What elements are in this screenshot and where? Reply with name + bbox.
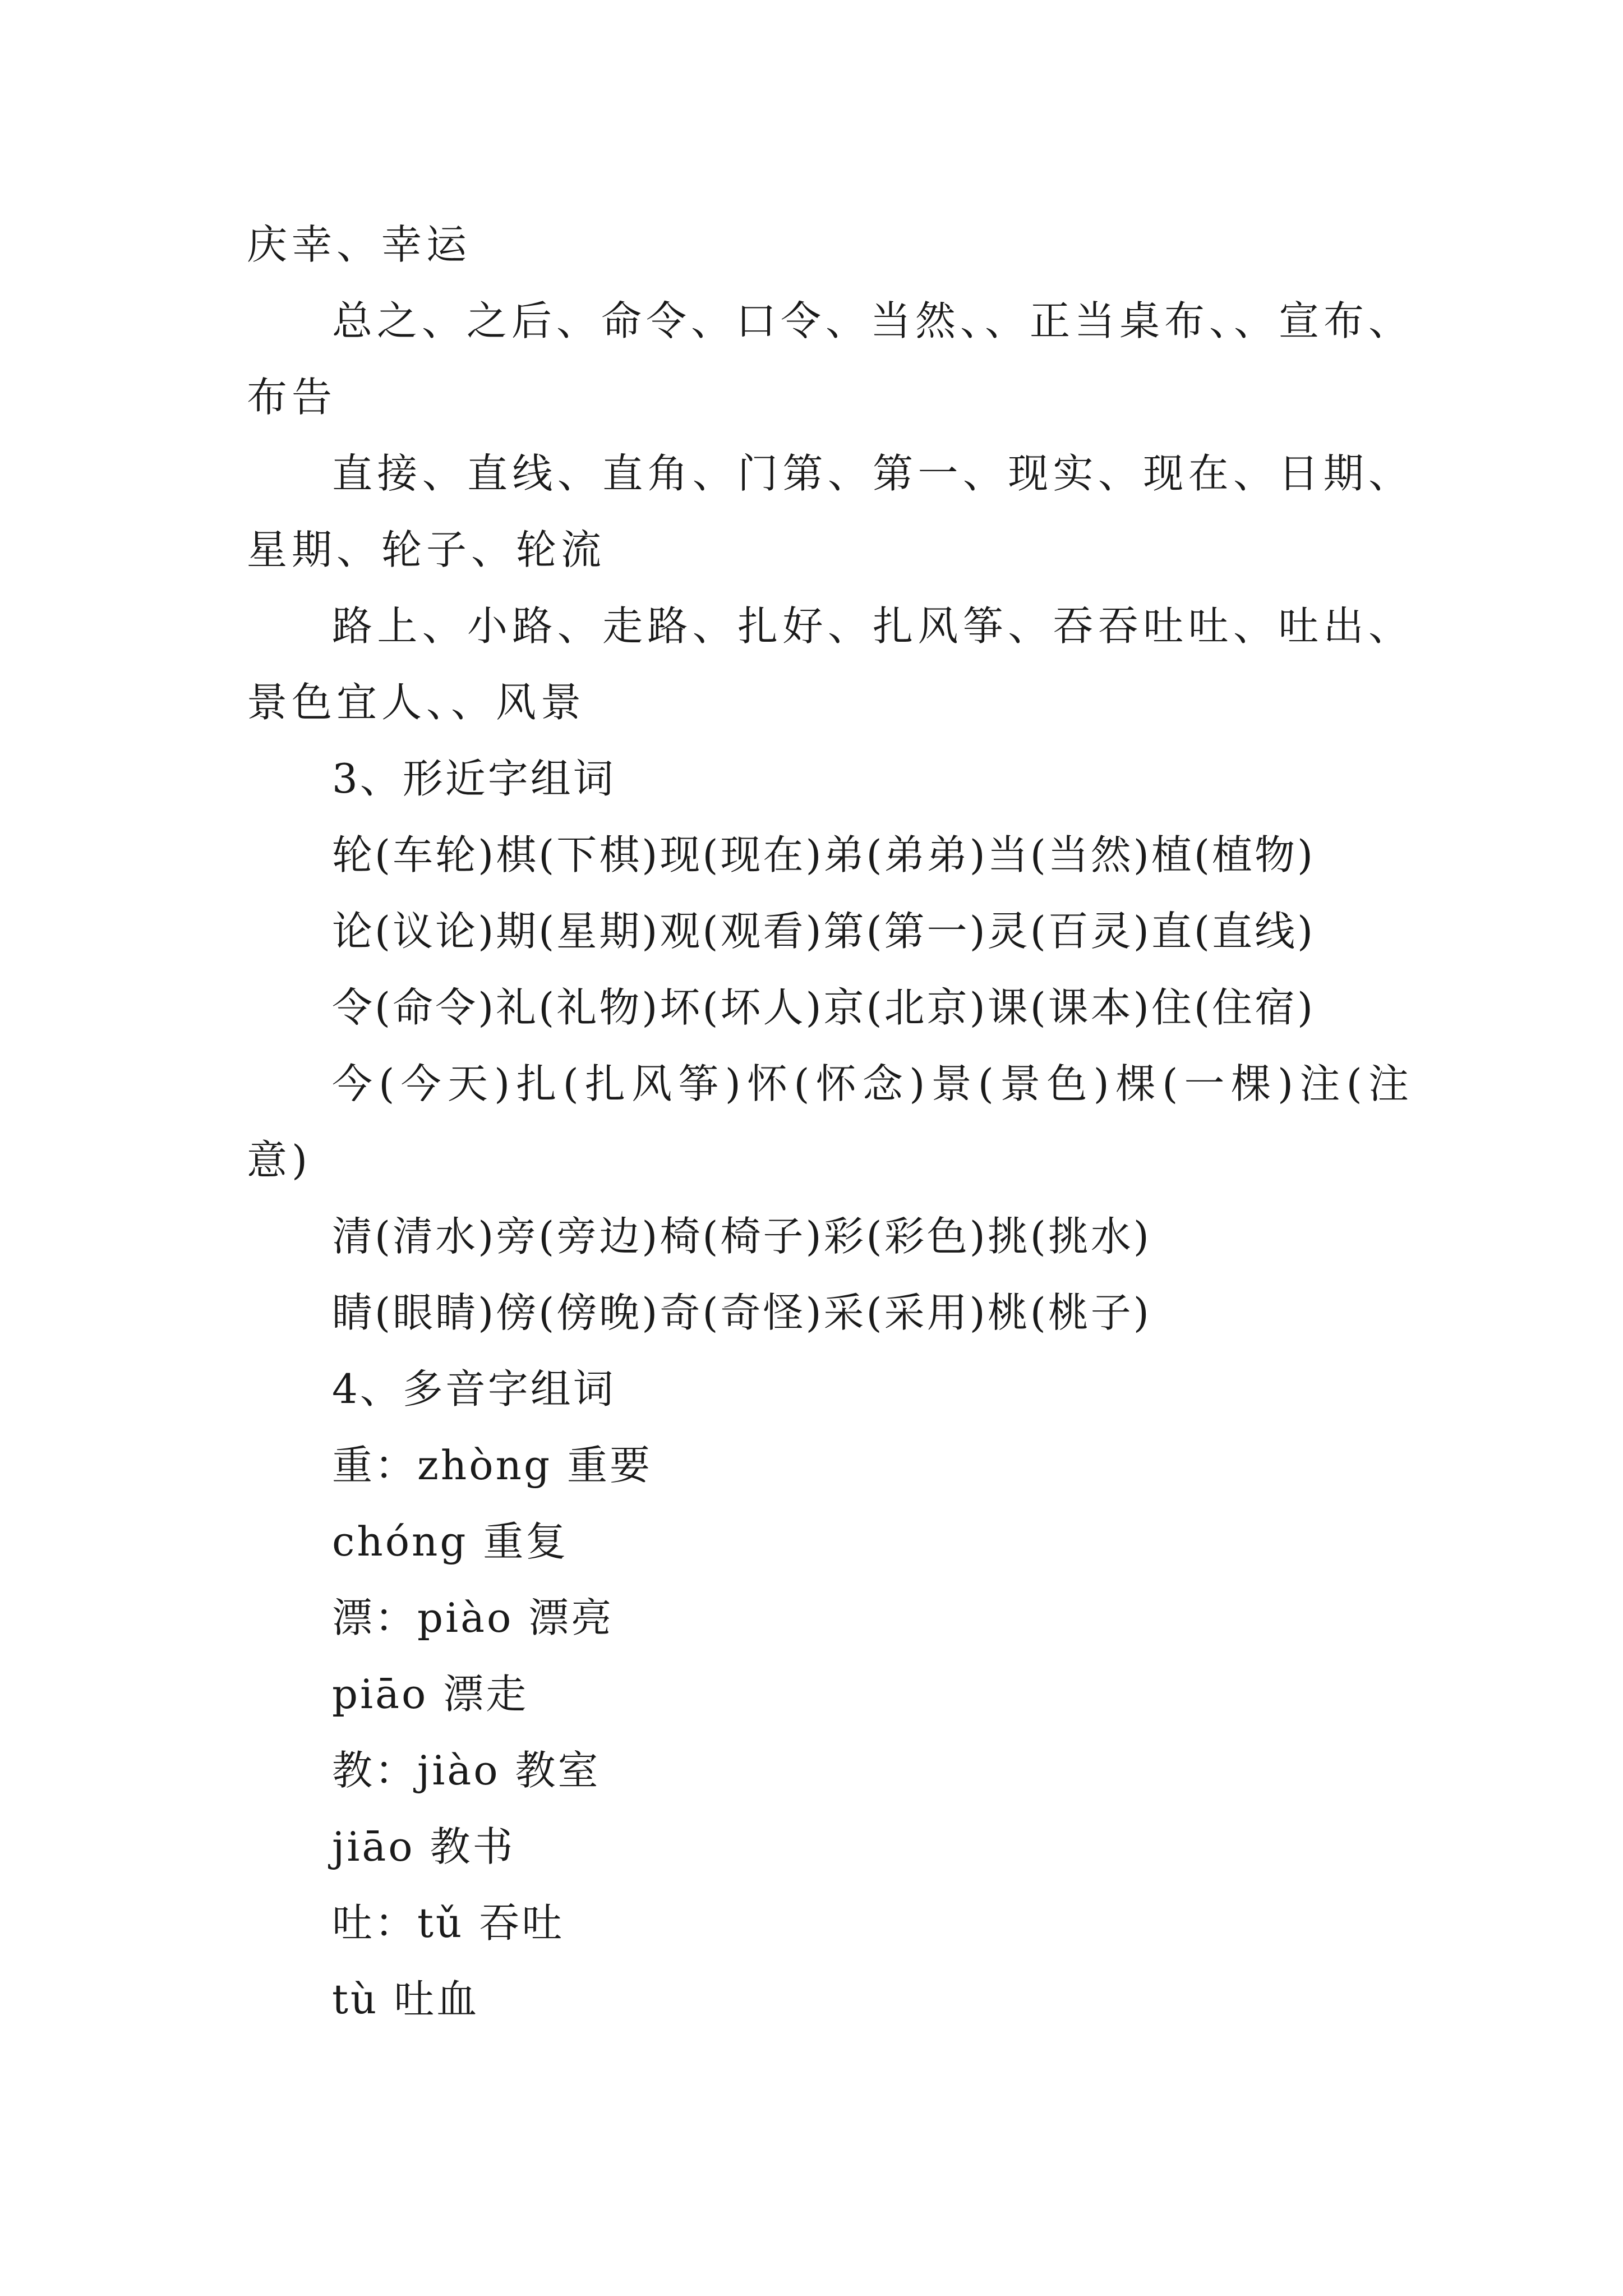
- section-3-heading: 3、形近字组词: [332, 755, 616, 802]
- paragraph-3: 直接、直线、直角、门第、第一、现实、现在、日期、星期、轮子、轮流: [247, 450, 1413, 573]
- paragraph-1: 庆幸、幸运: [247, 221, 472, 268]
- polyphone-line-5: 教：jiào 教室: [332, 1747, 601, 1794]
- similar-char-line-6: 睛(眼睛)傍(傍晚)奇(奇怪)采(采用)桃(桃子): [332, 1289, 1151, 1336]
- similar-char-line-2: 论(议论)期(星期)观(观看)第(第一)灵(百灵)直(直线): [332, 908, 1316, 955]
- similar-char-line-3: 令(命令)礼(礼物)坏(坏人)京(北京)课(课本)住(住宿): [332, 984, 1316, 1031]
- section-4-heading: 4、多音字组词: [332, 1365, 616, 1412]
- similar-char-line-1: 轮(车轮)棋(下棋)现(现在)弟(弟弟)当(当然)植(植物): [332, 831, 1316, 878]
- paragraph-2: 总之、之后、命令、口令、当然、、正当桌布、、宣布、布告: [247, 297, 1414, 421]
- polyphone-line-8: tù 吐血: [332, 1976, 479, 2023]
- document-body: [247, 206, 1413, 2037]
- polyphone-line-1: 重：zhòng 重要: [332, 1442, 653, 1489]
- paragraph-4: 路上、小路、走路、扎好、扎风筝、吞吞吐吐、吐出、景色宜人、、风景: [247, 602, 1413, 726]
- polyphone-line-2: chóng 重复: [332, 1518, 569, 1565]
- similar-char-line-5: 清(清水)旁(旁边)椅(椅子)彩(彩色)挑(挑水): [332, 1213, 1151, 1260]
- polyphone-line-4: piāo 漂走: [332, 1671, 529, 1718]
- similar-char-line-4: 今(今天)扎(扎风筝)怀(怀念)景(景色)棵(一棵)注(注意): [247, 1060, 1413, 1184]
- polyphone-line-6: jiāo 教书: [332, 1823, 515, 1870]
- polyphone-line-3: 漂：piào 漂亮: [332, 1594, 614, 1641]
- polyphone-line-7: 吐：tǔ 吞吐: [332, 1899, 565, 1947]
